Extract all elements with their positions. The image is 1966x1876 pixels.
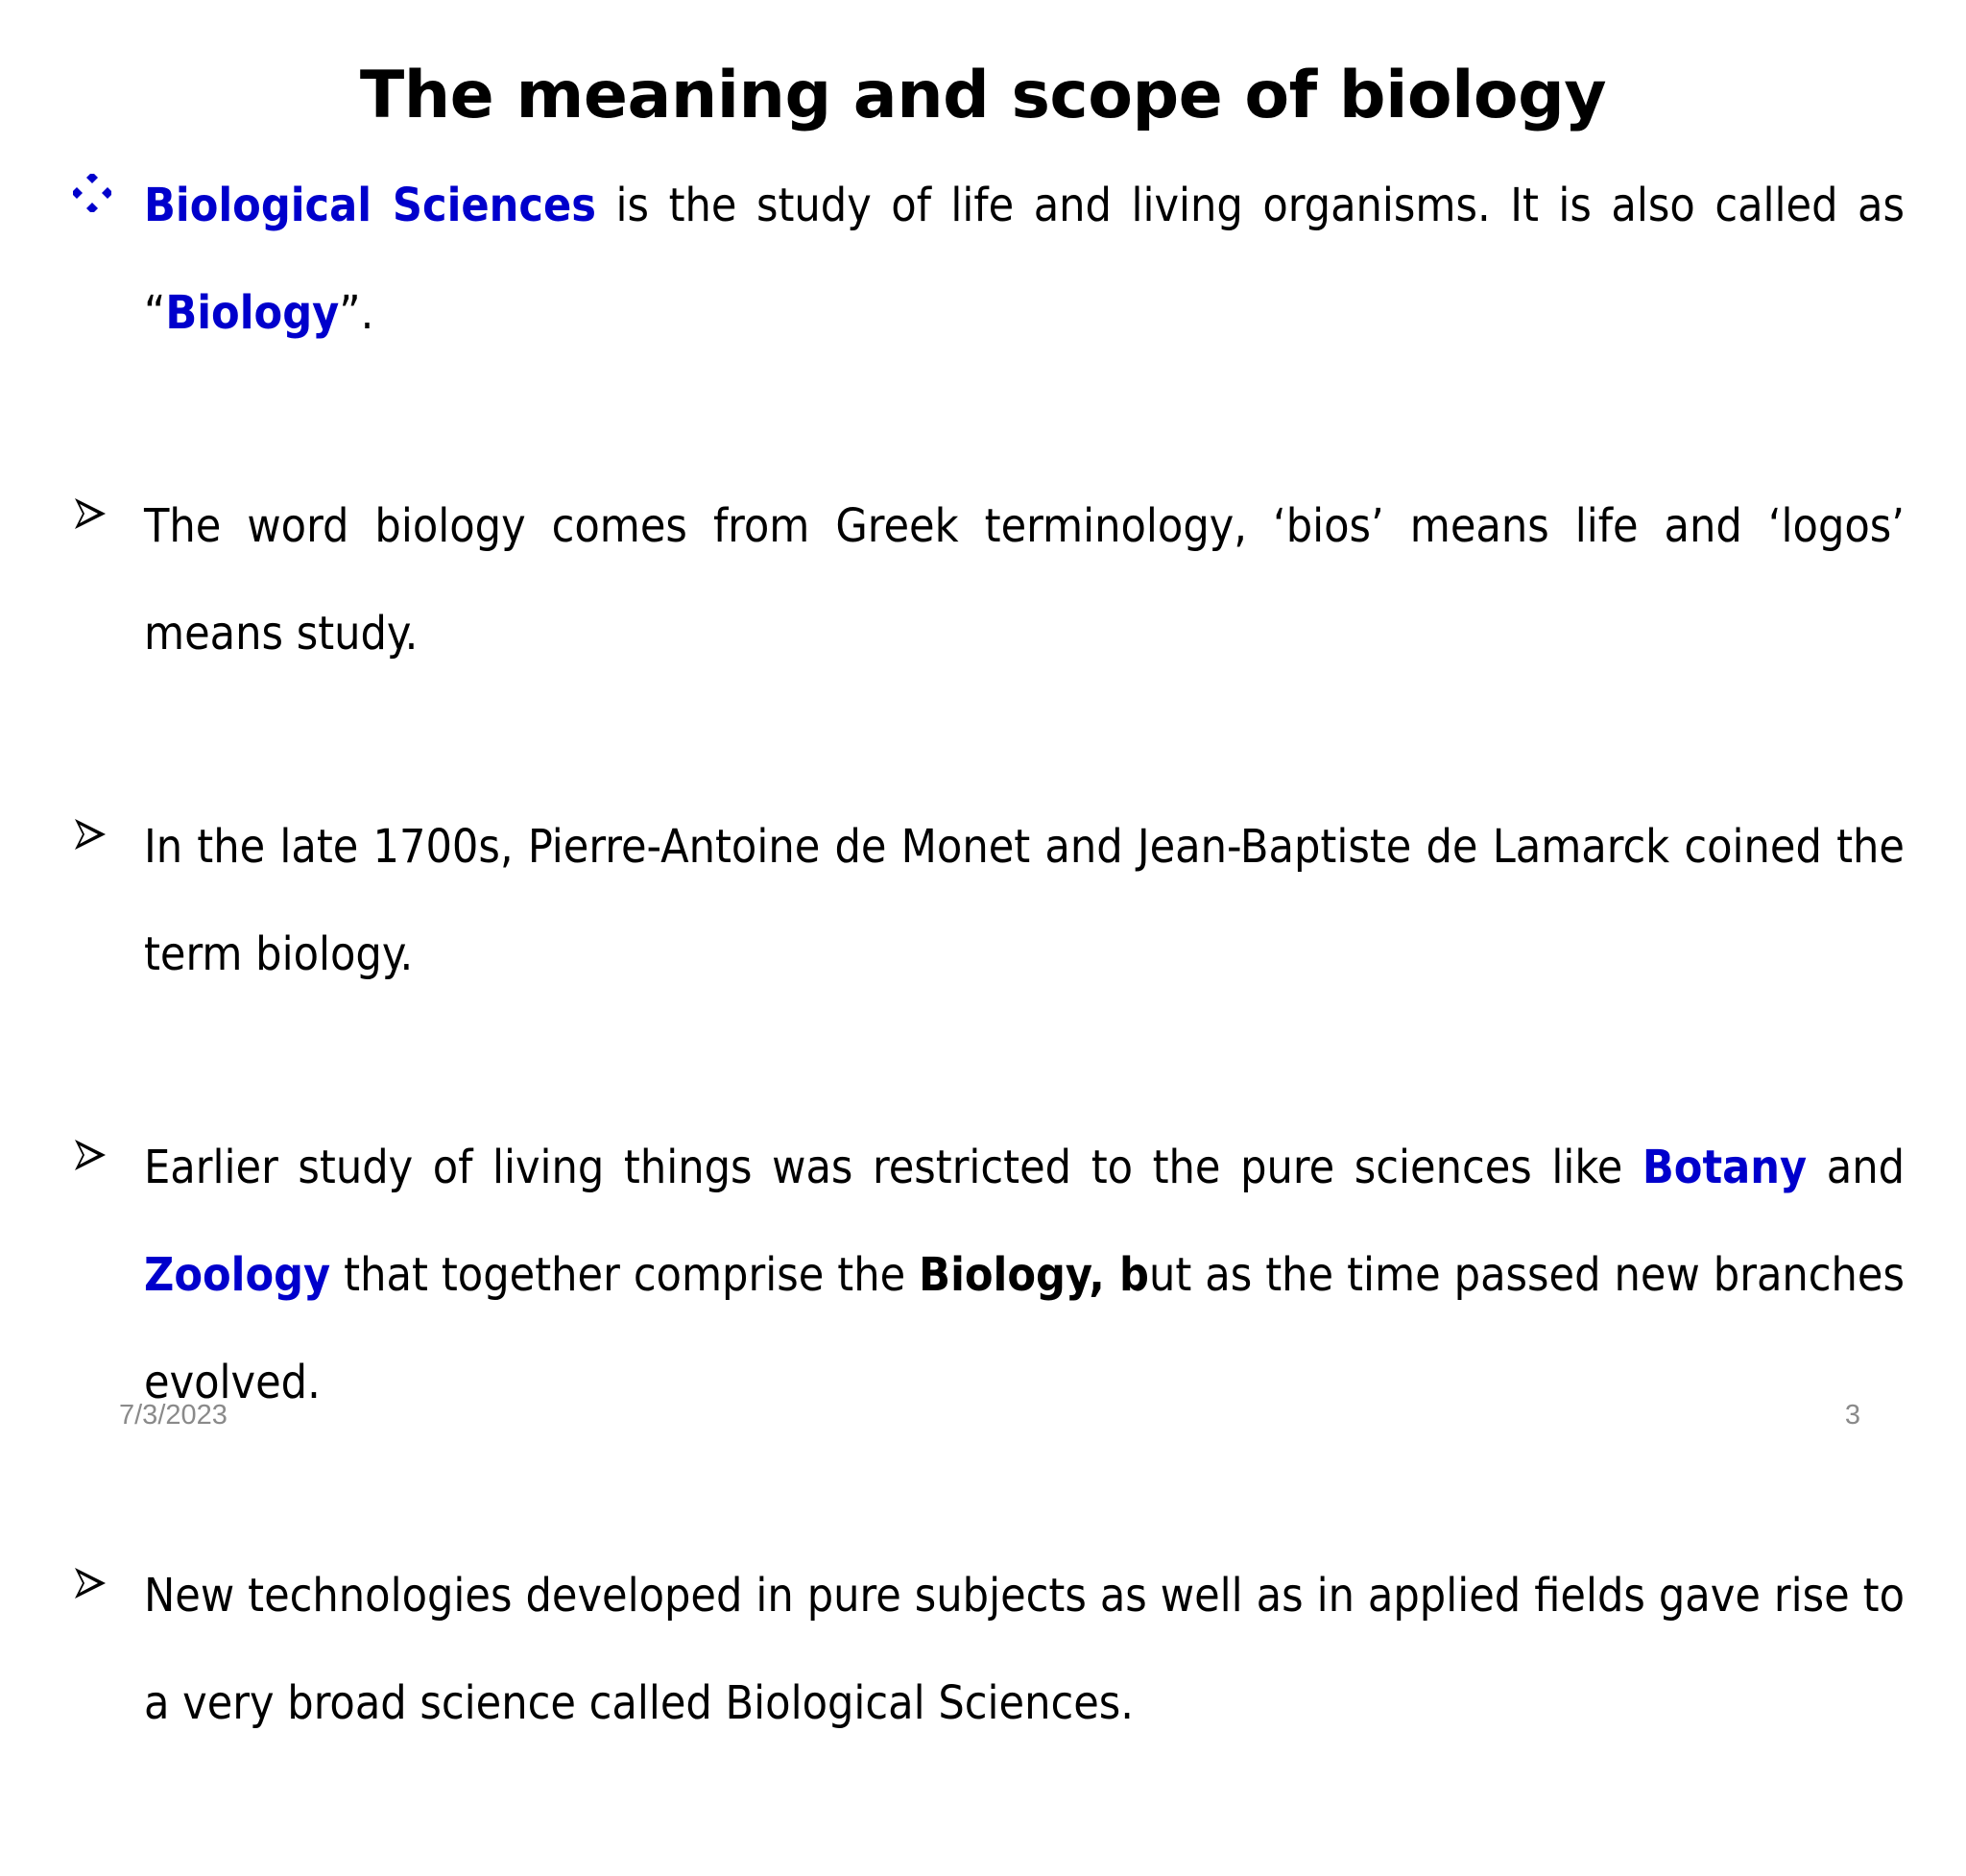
highlighted-term: Zoology — [144, 1248, 331, 1302]
slide-title: The meaning and scope of biology — [359, 58, 1607, 133]
footer-date: 7/3/2023 — [119, 1400, 228, 1431]
highlighted-term: Botany — [1642, 1141, 1808, 1194]
footer-page-number: 3 — [1844, 1400, 1860, 1431]
bold-term: Biology, b — [919, 1248, 1149, 1302]
text-segment: The word biology comes from Greek terminology, ‘bios’ means life and ‘logos’ means study. — [144, 499, 1905, 661]
arrow-bullet-icon — [73, 793, 121, 875]
bullet-item — [73, 1114, 1905, 1436]
bullet-item — [73, 472, 1905, 687]
bullet-text — [144, 1114, 1905, 1436]
arrow-bullet-icon — [73, 1542, 121, 1623]
bullet-item — [73, 1542, 1905, 1757]
text-segment: ”. — [339, 286, 374, 340]
bullet-text — [144, 793, 1905, 1008]
highlighted-term: Biological Sciences — [144, 179, 597, 232]
diamond-bullet-icon — [73, 152, 121, 233]
text-segment: and — [1807, 1141, 1905, 1194]
text-segment: In the late 1700s, Pierre-Antoine de Monet and Jean-Baptiste de Lamarck coined the term biology. — [144, 820, 1905, 981]
text-segment: New technologies developed in pure subjects as well as in applied fields gave rise to a very broad science called Biological Sciences. — [144, 1569, 1905, 1730]
text-segment: Earlier study of living things was restricted to the pure sciences like — [144, 1141, 1642, 1194]
arrow-bullet-icon — [73, 472, 121, 554]
text-segment: that together comprise the — [330, 1248, 920, 1302]
text-segment: ut as the time passed new branches evolved. — [144, 1248, 1905, 1409]
bullet-text — [144, 472, 1905, 687]
bullet-text — [144, 1542, 1905, 1757]
bullet-item — [73, 793, 1905, 1008]
arrow-bullet-icon — [73, 1114, 121, 1195]
text-segment: is the study of life and living organisms. It is also called as “ — [144, 179, 1906, 340]
highlighted-term: Biology — [165, 286, 340, 340]
bullet-text — [144, 152, 1905, 367]
bullet-item — [73, 152, 1905, 367]
bullet-list — [73, 165, 1905, 1876]
